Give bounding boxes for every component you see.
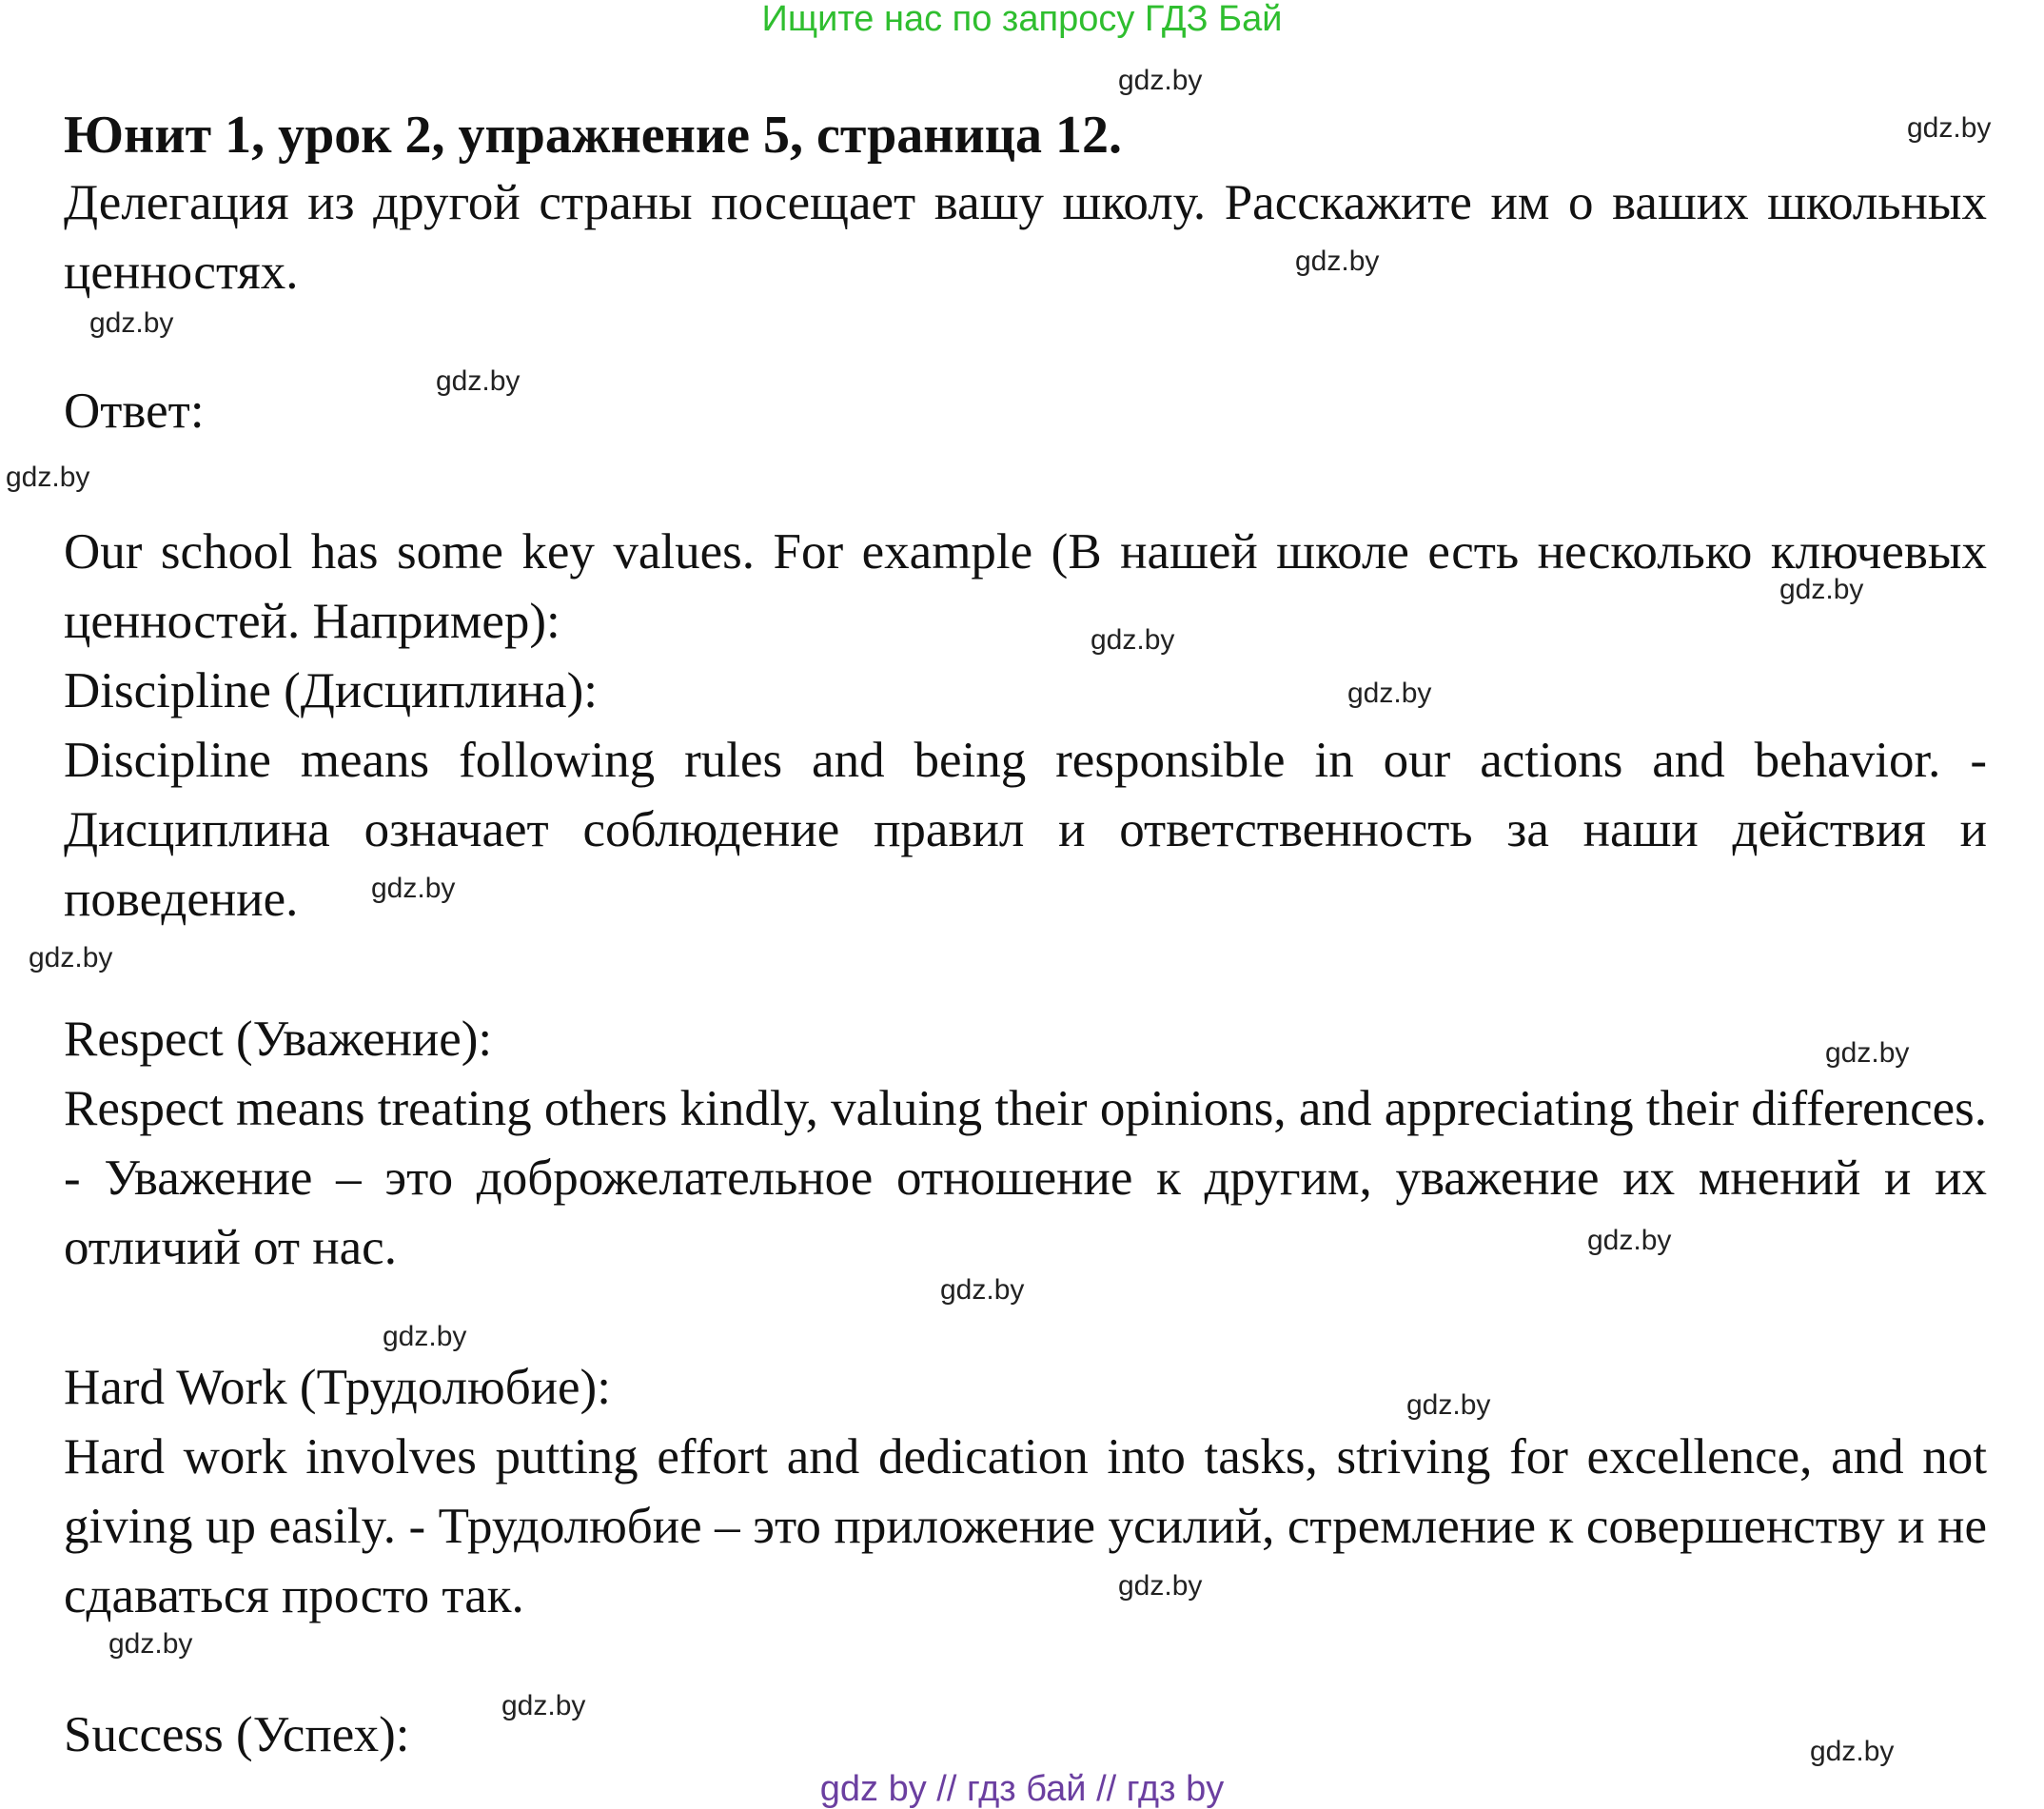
watermark: gdz.by xyxy=(940,1274,1025,1306)
value-heading-hard-work: Hard Work (Трудолюбие): xyxy=(64,1360,611,1415)
watermark: gdz.by xyxy=(29,942,113,973)
watermark: gdz.by xyxy=(1347,678,1432,709)
page-title: Юнит 1, урок 2, упражнение 5, страница 12. xyxy=(64,106,1123,165)
watermark: gdz.by xyxy=(1118,1570,1203,1602)
task-text: Делегация из другой страны посещает вашу школу. Расскажите им о ваших школьных ценностях. xyxy=(64,175,1987,300)
answer-label: Ответ: xyxy=(64,383,205,439)
value-text-respect: Respect means treating others kindly, valuing their opinions, and appreciating their differences. - Уважение – это доброжелательное отношение к другим, уважение их мнений и их отличий от нас. xyxy=(64,1081,1987,1275)
watermark: gdz.by xyxy=(1587,1225,1672,1256)
watermark: gdz.by xyxy=(436,365,521,397)
value-heading-success: Success (Успех): xyxy=(64,1707,410,1762)
top-banner: Ищите нас по запросу ГДЗ Бай xyxy=(761,0,1283,39)
watermark: gdz.by xyxy=(1295,246,1380,277)
watermark: gdz.by xyxy=(383,1321,467,1352)
value-text-discipline: Discipline means following rules and being responsible in our actions and behavior. - Дисциплина означает соблюдение правил и ответственность за наши действия и поведение. xyxy=(64,733,1987,927)
watermark: gdz.by xyxy=(1810,1736,1895,1767)
watermark: gdz.by xyxy=(1118,65,1203,96)
intro-text: Our school has some key values. For example (В нашей школе есть несколько ключевых ценностей. Например): xyxy=(64,524,1987,649)
watermark: gdz.by xyxy=(501,1690,586,1721)
watermark: gdz.by xyxy=(1406,1389,1491,1421)
watermark: gdz.by xyxy=(1825,1037,1910,1069)
value-heading-discipline: Discipline (Дисциплина): xyxy=(64,663,598,718)
watermark: gdz.by xyxy=(1779,574,1864,605)
value-heading-respect: Respect (Уважение): xyxy=(64,1012,493,1067)
watermark: gdz.by xyxy=(89,307,174,339)
bottom-banner: gdz by // гдз бай // гдз by xyxy=(819,1769,1225,1809)
watermark: gdz.by xyxy=(371,873,456,904)
watermark: gdz.by xyxy=(108,1628,193,1660)
value-text-hard-work: Hard work involves putting effort and dedication into tasks, striving for excellence, and not giving up easily. - Трудолюбие – это приложение усилий, стремление к совершенству и не сдаваться просто так. xyxy=(64,1429,1987,1623)
watermark: gdz.by xyxy=(6,462,90,493)
watermark: gdz.by xyxy=(1907,112,1992,144)
watermark: gdz.by xyxy=(1091,624,1175,656)
